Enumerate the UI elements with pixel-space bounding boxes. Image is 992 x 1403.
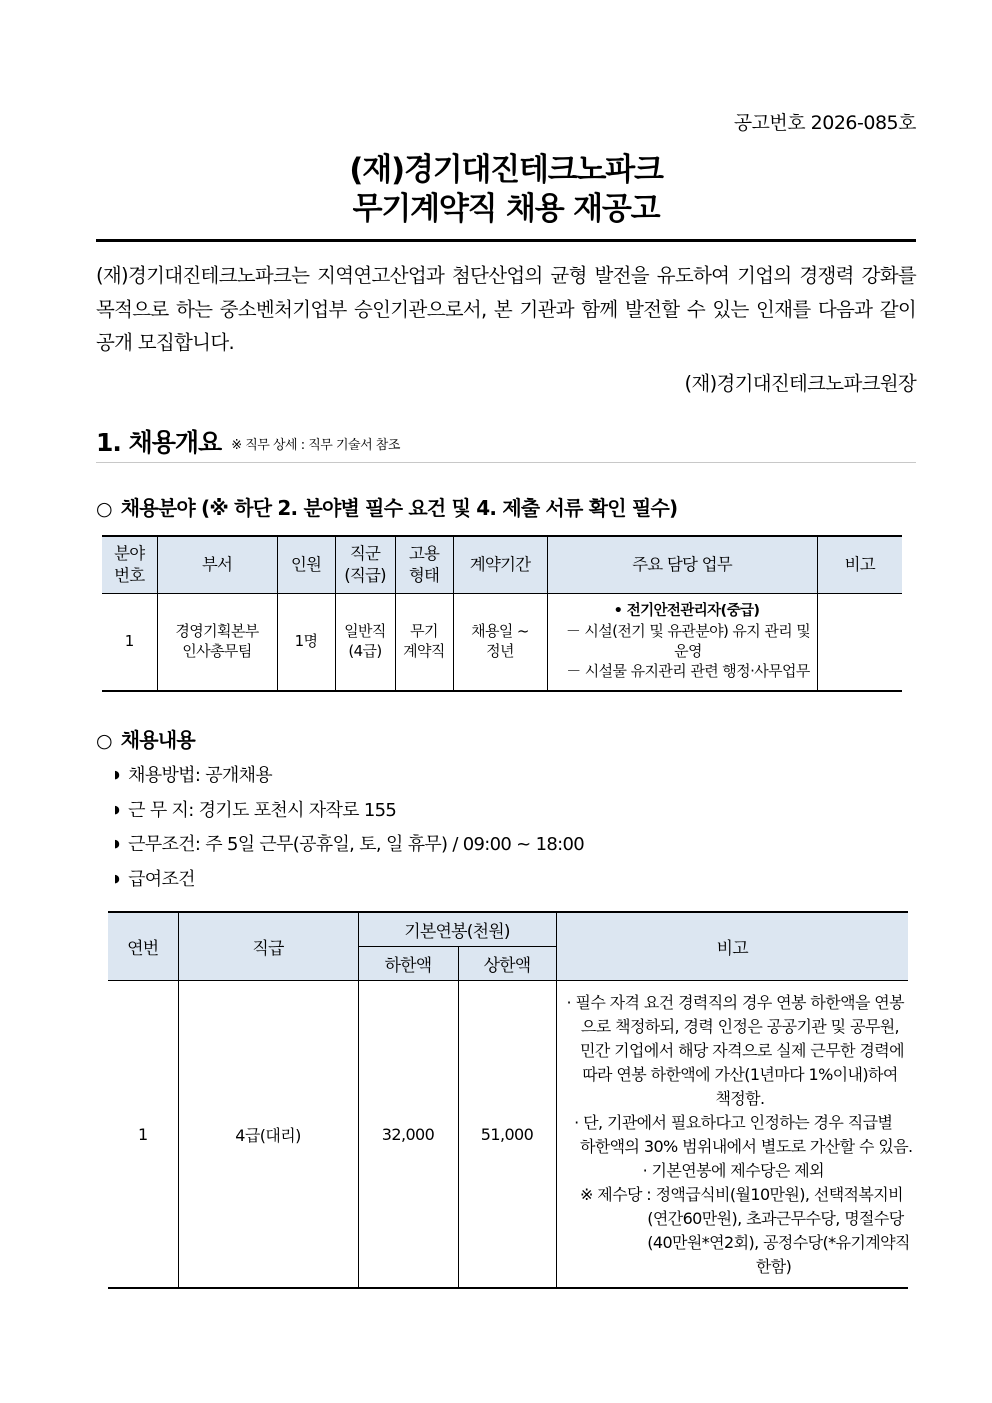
remark-line-3: 민간 기업에서 해당 자격으로 실제 근무한 경력에 (566, 1041, 904, 1061)
th-main-duties: 주요 담당 업무 (547, 536, 817, 593)
td-department-l2: 인사총무팀 (182, 642, 252, 661)
td-contract-period-l2: 정년 (486, 642, 514, 661)
td-department-l1: 경영기획본부 (175, 622, 259, 641)
square-bullet-icon: ◗ (114, 768, 120, 782)
th-field-no (102, 536, 157, 593)
recruit-field-heading-text: 채용분야 (※ 하단 2. 분야별 필수 요건 및 4. 제출 서류 확인 필수) (120, 496, 678, 521)
remark-line-6: · 단, 기관에서 필요하다고 인정하는 경우 직급별 (574, 1113, 893, 1133)
duty-title: • 전기안전관리자(중급) (613, 603, 760, 620)
remark-line-10: (연간60만원), 초과근무수당, 명절수당 (566, 1209, 904, 1229)
square-bullet-icon: ◗ (114, 837, 120, 851)
recruit-content-bullets (114, 759, 916, 897)
recruit-table (102, 535, 902, 692)
th-salary-upper: 상한액 (458, 947, 556, 981)
remark-line-7: 하한액의 30% 범위내에서 별도로 가산할 수 있음. (566, 1137, 913, 1157)
td-job-group (335, 593, 395, 691)
document-title (96, 151, 916, 230)
th-salary-grade: 직급 (178, 912, 358, 981)
bullet-text-method: 채용방법: 공개채용 (128, 765, 272, 787)
circle-bullet-icon: ○ (96, 498, 112, 521)
recruit-content-heading-text: 채용내용 (120, 728, 195, 753)
remark-line-12: 한함) (675, 1257, 792, 1277)
section-1-divider (96, 462, 916, 463)
list-item (114, 828, 916, 863)
remark-line-8: · 기본연봉에 제수당은 제외 (642, 1161, 824, 1181)
td-salary-remark (556, 981, 913, 1289)
th-department: 부서 (157, 536, 277, 593)
announcement-number: 공고번호 2026-085호 (733, 112, 916, 134)
td-remark (817, 593, 902, 691)
list-item (114, 759, 916, 794)
td-contract-period-l1: 채용일 ~ (471, 622, 529, 641)
th-salary-group: 기본연봉(천원) (358, 912, 556, 947)
remark-line-9: ※ 제수당 : 정액급식비(월10만원), 선택적복지비 (566, 1185, 903, 1205)
square-bullet-icon: ◗ (114, 871, 120, 885)
remark-line-5: 책정함. (701, 1089, 765, 1109)
th-employment-type-text: 고용형태 (408, 544, 440, 585)
duty-item-2: － 시설물 유지관리 관련 행정·사무업무 (566, 661, 810, 680)
th-remark: 비고 (817, 536, 902, 593)
list-item (114, 794, 916, 829)
th-salary-no: 연번 (108, 912, 178, 981)
td-salary-no: 1 (108, 981, 178, 1289)
document-content (96, 0, 916, 1289)
td-job-group-l1: 일반직 (344, 622, 386, 641)
th-salary-lower: 하한액 (358, 947, 458, 981)
th-job-group-text: 직군(직급) (344, 544, 386, 585)
recruit-field-heading (96, 492, 916, 521)
intro-paragraph: (재)경기대진테크노파크는 지역연고산업과 첨단산업의 균형 발전을 유도하여 기업의 경쟁력 강화를 목적으로 하는 중소벤처기업부 승인기관으로서, 본 기관과 함께 발전할 수 있는 인재를 다음과 같이 공개 모집합니다. (96, 264, 916, 355)
th-headcount: 인원 (277, 536, 335, 593)
signature-line: (재)경기대진테크노파크원장 (684, 371, 916, 395)
list-item (114, 863, 916, 898)
recruit-table-header-row (102, 536, 902, 593)
section-1-title: 1. 채용개요 (96, 427, 222, 457)
td-employment-type (395, 593, 453, 691)
duty-item-1: － 시설(전기 및 유관분야) 유지 관리 및 운영 (565, 622, 811, 661)
salary-table (108, 911, 913, 1289)
th-job-group (335, 536, 395, 593)
td-salary-grade: 4급(대리) (178, 981, 358, 1289)
td-headcount: 1명 (277, 593, 335, 691)
salary-table-header-row-1 (108, 912, 908, 947)
td-job-group-l2: (4급) (348, 642, 382, 661)
square-bullet-icon: ◗ (114, 802, 120, 816)
td-employment-type-l2: 계약직 (403, 642, 445, 661)
bullet-text-salary: 급여조건 (128, 868, 195, 890)
th-salary-remark: 비고 (556, 912, 908, 981)
table-row (108, 981, 908, 1289)
td-main-duties (547, 593, 817, 691)
th-employment-type (395, 536, 453, 593)
th-contract-period: 계약기간 (453, 536, 547, 593)
td-field-no: 1 (102, 593, 157, 691)
td-salary-lower: 32,000 (358, 981, 458, 1289)
td-contract-period (453, 593, 547, 691)
recruit-content-heading (96, 724, 916, 753)
bullet-text-conditions: 근무조건: 주 5일 근무(공휴일, 토, 일 휴무) / 09:00 ~ 18:00 (128, 834, 584, 856)
section-1-heading (96, 429, 916, 457)
remark-line-1: · 필수 자격 요건 경력직의 경우 연봉 하한액을 연봉 (566, 993, 904, 1013)
td-department (157, 593, 277, 691)
remark-line-4: 따라 연봉 하한액에 가산(1년마다 1%이내)하여 (568, 1065, 898, 1085)
circle-bullet-icon-2: ○ (96, 730, 112, 753)
section-1-note: ※ 직무 상세 : 직무 기술서 참조 (231, 438, 400, 454)
table-row (102, 593, 902, 691)
td-employment-type-l1: 무기 (410, 622, 438, 641)
th-field-no-l1: 분야번호 (114, 544, 145, 585)
remark-line-11: (40만원*연2회), 공정수당(*유기계약직 (566, 1233, 910, 1253)
title-line-2: 무기계약직 채용 재공고 (352, 191, 660, 228)
bullet-text-location: 근 무 지: 경기도 포천시 자작로 155 (128, 799, 397, 821)
title-line-1: (재)경기대진테크노파크 (349, 151, 663, 188)
td-salary-upper: 51,000 (458, 981, 556, 1289)
remark-line-2: 으로 책정하되, 경력 인정은 공공기관 및 공무원, (567, 1017, 900, 1037)
title-divider (96, 239, 916, 242)
